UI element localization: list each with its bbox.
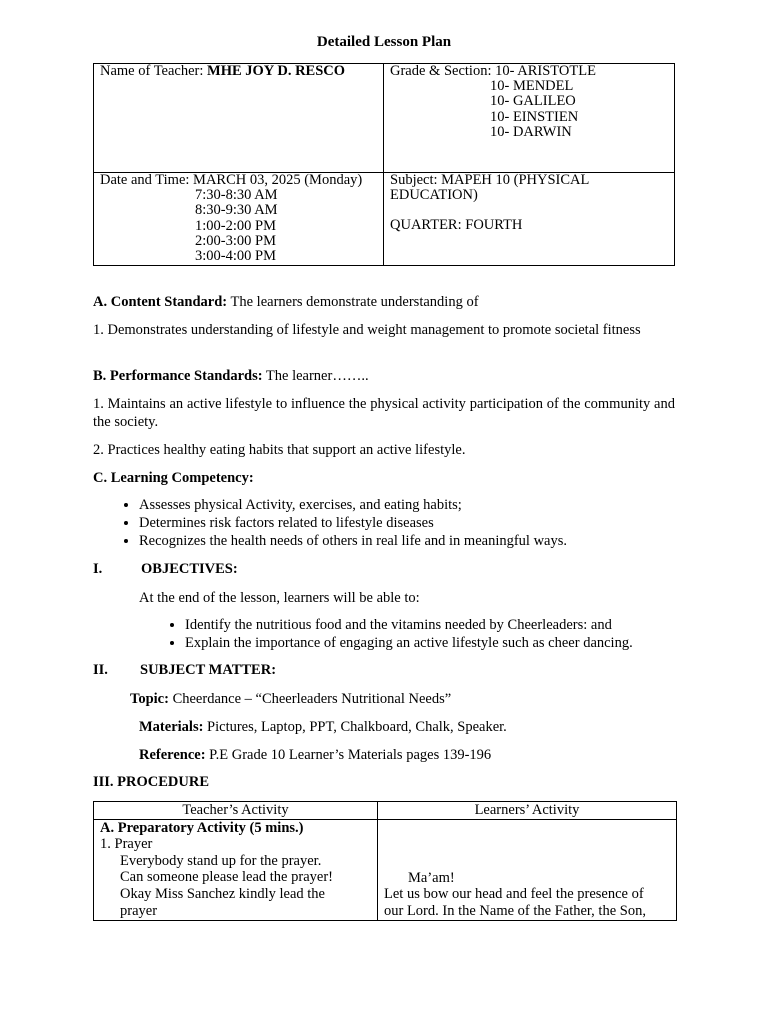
content-standard: [93, 293, 675, 311]
objectives-numeral: I.: [93, 561, 103, 577]
date-label: Date and Time:: [100, 172, 194, 188]
content-standard-item-1: 1. Demonstrates understanding of lifestyle and weight management to promote societal fitness: [93, 322, 641, 338]
reference-text: P.E Grade 10 Learner’s Materials pages 139-196: [205, 747, 492, 763]
grade-section-cell: [384, 64, 675, 173]
learner-line-3: our Lord. In the Name of the Father, the Son,: [384, 902, 646, 919]
learners-activity-header: Learners’ Activity: [378, 802, 677, 820]
list-item: • Recognizes the health needs of others in real life and in meaningful ways.: [139, 532, 567, 550]
teacher-line-1: Everybody stand up for the prayer.: [120, 852, 322, 869]
teacher-line-4: prayer: [120, 902, 158, 919]
date-value: MARCH 03, 2025 (Monday): [193, 172, 363, 188]
teacher-activity-cell: [94, 819, 378, 920]
subject-line-1: Subject: MAPEH 10 (PHYSICAL: [390, 172, 590, 188]
section-1: 10- ARISTOTLE: [495, 63, 596, 79]
topic-line: [130, 690, 675, 708]
subject-line-2: EDUCATION): [390, 187, 478, 204]
info-table: [93, 63, 675, 266]
topic-text: Cheerdance – “Cheerleaders Nutritional Needs”: [168, 691, 452, 707]
objectives-heading: [93, 561, 238, 578]
learners-activity-cell: [378, 819, 677, 920]
teacher-line-3: Okay Miss Sanchez kindly lead the: [120, 885, 325, 902]
learner-line-2: Let us bow our head and feel the presence of: [384, 886, 644, 903]
performance-item-2: 2. Practices healthy eating habits that support an active lifestyle.: [93, 442, 466, 458]
competency-list: [93, 496, 567, 550]
subject-cell: [384, 173, 675, 266]
time-3: 1:00-2:00 PM: [195, 217, 276, 234]
time-4: 2:00-3:00 PM: [195, 232, 276, 249]
prayer-label: 1. Prayer: [100, 836, 153, 853]
quarter: QUARTER: FOURTH: [390, 217, 523, 234]
teacher-activity-header: Teacher’s Activity: [94, 802, 378, 820]
time-5: 3:00-4:00 PM: [195, 248, 276, 265]
section-5: 10- DARWIN: [490, 123, 572, 140]
content-standard-text: The learners demonstrate understanding of: [227, 294, 479, 310]
performance-item-1: 1. Maintains an active lifestyle to influence the physical activity participation of the community and the society.: [93, 396, 675, 430]
section-4: 10- EINSTIEN: [490, 108, 579, 125]
section-3: 10- GALILEO: [490, 93, 576, 110]
procedure-heading: III. PROCEDURE: [93, 774, 210, 790]
reference-line: [139, 746, 675, 764]
teacher-name: MHE JOY D. RESCO: [207, 63, 346, 79]
subject-matter-heading: [93, 662, 276, 679]
preparatory-activity-label: A. Preparatory Activity (5 mins.): [100, 819, 304, 836]
content-standard-label: A. Content Standard:: [93, 294, 228, 310]
materials-label: Materials:: [139, 719, 204, 735]
grade-label: Grade & Section:: [390, 63, 496, 79]
section-2: 10- MENDEL: [490, 78, 574, 95]
list-item: • Identify the nutritious food and the vitamins needed by Cheerleaders: and: [185, 616, 633, 634]
objectives-intro: At the end of the lesson, learners will be able to:: [139, 590, 420, 606]
teacher-label: Name of Teacher:: [100, 63, 208, 79]
performance-standards: [93, 367, 675, 385]
objectives-title: OBJECTIVES:: [141, 561, 238, 577]
document-title: Detailed Lesson Plan: [316, 34, 452, 50]
materials-line: [139, 718, 675, 736]
teacher-cell: [94, 64, 384, 173]
list-item: • Explain the importance of engaging an active lifestyle such as cheer dancing.: [185, 634, 633, 652]
list-item: • Assesses physical Activity, exercises, and eating habits;: [139, 496, 567, 514]
subject-matter-numeral: II.: [93, 662, 108, 678]
objectives-list: [93, 616, 633, 652]
procedure-table: [93, 801, 677, 921]
performance-standards-text: The learner……..: [262, 368, 369, 384]
teacher-line-2: Can someone please lead the prayer!: [120, 869, 333, 886]
learner-line-1: Ma’am!: [408, 869, 455, 886]
materials-text: Pictures, Laptop, PPT, Chalkboard, Chalk, Speaker.: [203, 719, 507, 735]
time-2: 8:30-9:30 AM: [195, 202, 278, 219]
topic-label: Topic:: [130, 691, 169, 707]
reference-label: Reference:: [139, 747, 206, 763]
date-time-cell: [94, 173, 384, 266]
learning-competency-heading: C. Learning Competency:: [93, 470, 254, 486]
list-item: • Determines risk factors related to lifestyle diseases: [139, 514, 567, 532]
subject-matter-title: SUBJECT MATTER:: [140, 662, 277, 678]
performance-standards-label: B. Performance Standards:: [93, 368, 263, 384]
time-1: 7:30-8:30 AM: [195, 187, 278, 204]
